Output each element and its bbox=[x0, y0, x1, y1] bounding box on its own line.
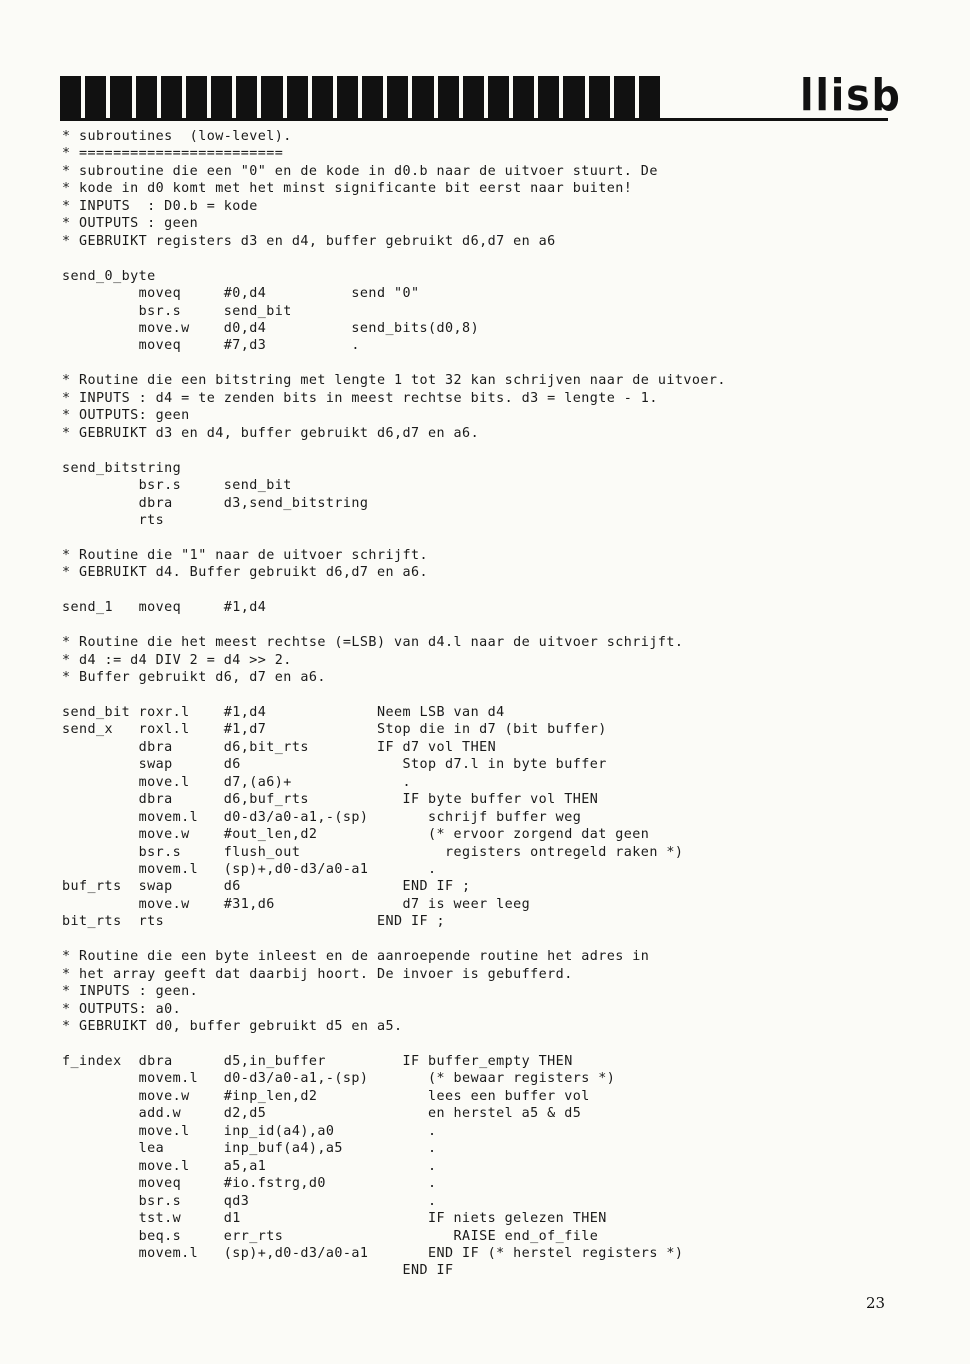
logo: llisb bbox=[800, 70, 902, 121]
code-line: * OUTPUTS: geen bbox=[62, 408, 190, 424]
code-line: swap d6 Stop d7.l in byte buffer bbox=[62, 757, 607, 773]
code-line: dbra d6,bit_rts IF d7 vol THEN bbox=[62, 739, 497, 755]
code-line: movem.l d0-d3/a0-a1,-(sp) schrijf buffer weg bbox=[62, 809, 582, 825]
code-line: beq.s err_rts RAISE end_of_file bbox=[62, 1228, 599, 1244]
code-line: send_x roxl.l #1,d7 Stop die in d7 (bit buffer) bbox=[62, 722, 607, 738]
code-line: send_bitstring bbox=[62, 460, 182, 476]
code-line: END IF bbox=[62, 1263, 454, 1279]
header-rule bbox=[60, 118, 888, 121]
code-line: * GEBRUIKT d3 en d4, buffer gebruikt d6,d7 en a6. bbox=[62, 425, 480, 441]
code-line: f_index dbra d5,in_buffer IF buffer_empty THEN bbox=[62, 1054, 573, 1070]
code-line: move.l inp_id(a4),a0 . bbox=[62, 1123, 437, 1139]
code-line: move.w d0,d4 send_bits(d0,8) bbox=[62, 320, 480, 336]
code-line: send_1 moveq #1,d4 bbox=[62, 600, 267, 616]
code-line: bsr.s send_bit bbox=[62, 303, 292, 319]
code-line: lea inp_buf(a4),a5 . bbox=[62, 1141, 437, 1157]
code-line: * subroutine die een "0" en de kode in d0.b naar de uitvoer stuurt. De bbox=[62, 163, 658, 179]
code-line: * GEBRUIKT d4. Buffer gebruikt d6,d7 en a6. bbox=[62, 565, 429, 581]
code-line: * Routine die "1" naar de uitvoer schrijft. bbox=[62, 547, 429, 563]
code-line: * OUTPUTS : geen bbox=[62, 216, 199, 232]
code-line: * Routine die het meest rechtse (=LSB) van d4.l naar de uitvoer schrijft. bbox=[62, 635, 684, 651]
code-line: move.w #out_len,d2 (* ervoor zorgend dat geen bbox=[62, 827, 650, 843]
code-line: * Routine die een byte inleest en de aanroepende routine het adres in bbox=[62, 949, 650, 965]
code-line: * Buffer gebruikt d6, d7 en a6. bbox=[62, 670, 326, 686]
code-line: * subroutines (low-level). bbox=[62, 129, 292, 144]
code-line: * kode in d0 komt met het minst significante bit eerst naar buiten! bbox=[62, 181, 633, 197]
code-line: tst.w d1 IF niets gelezen THEN bbox=[62, 1211, 607, 1227]
code-line: move.w #inp_len,d2 lees een buffer vol bbox=[62, 1088, 590, 1104]
code-line: bit_rts rts END IF ; bbox=[62, 914, 446, 930]
code-line: move.w #31,d6 d7 is weer leeg bbox=[62, 896, 531, 912]
page-number: 23 bbox=[866, 1294, 886, 1312]
code-line: moveq #io.fstrg,d0 . bbox=[62, 1176, 437, 1192]
code-line: send_0_byte bbox=[62, 268, 156, 284]
code-line: * het array geeft dat daarbij hoort. De invoer is gebufferd. bbox=[62, 966, 573, 982]
code-line: * GEBRUIKT d0, buffer gebruikt d5 en a5. bbox=[62, 1019, 403, 1035]
code-line: send_bit roxr.l #1,d4 Neem LSB van d4 bbox=[62, 704, 505, 720]
code-line: movem.l (sp)+,d0-d3/a0-a1 END IF (* herstel registers *) bbox=[62, 1246, 684, 1261]
code-line: moveq #0,d4 send "0" bbox=[62, 286, 420, 302]
code-line: * d4 := d4 DIV 2 = d4 >> 2. bbox=[62, 652, 292, 668]
code-line: movem.l (sp)+,d0-d3/a0-a1 . bbox=[62, 862, 437, 878]
code-line: * INPUTS : geen. bbox=[62, 984, 199, 1000]
code-line: * GEBRUIKT registers d3 en d4, buffer gebruikt d6,d7 en a6 bbox=[62, 233, 556, 249]
code-line: rts bbox=[62, 512, 165, 528]
code-line: bsr.s flush_out registers ontregeld raken *) bbox=[62, 844, 684, 860]
code-line: move.l d7,(a6)+ . bbox=[62, 774, 411, 790]
code-listing bbox=[62, 128, 912, 1280]
code-line: moveq #7,d3 . bbox=[62, 338, 360, 354]
code-line: * OUTPUTS: a0. bbox=[62, 1001, 182, 1017]
header-bar bbox=[60, 76, 660, 120]
code-line: dbra d3,send_bitstring bbox=[62, 495, 369, 511]
code-line: buf_rts swap d6 END IF ; bbox=[62, 879, 471, 895]
code-line: dbra d6,buf_rts IF byte buffer vol THEN bbox=[62, 792, 599, 808]
code-line: * Routine die een bitstring met lengte 1 tot 32 kan schrijven naar de uitvoer. bbox=[62, 373, 726, 389]
code-line: * ======================== bbox=[62, 146, 284, 162]
code-line: bsr.s qd3 . bbox=[62, 1193, 437, 1209]
code-line: add.w d2,d5 en herstel a5 & d5 bbox=[62, 1106, 582, 1122]
code-line: * INPUTS : d4 = te zenden bits in meest rechtse bits. d3 = lengte - 1. bbox=[62, 390, 658, 406]
code-line: * INPUTS : D0.b = kode bbox=[62, 198, 258, 214]
code-line: move.l a5,a1 . bbox=[62, 1158, 437, 1174]
code-line: bsr.s send_bit bbox=[62, 478, 292, 494]
code-line: movem.l d0-d3/a0-a1,-(sp) (* bewaar registers *) bbox=[62, 1071, 616, 1087]
